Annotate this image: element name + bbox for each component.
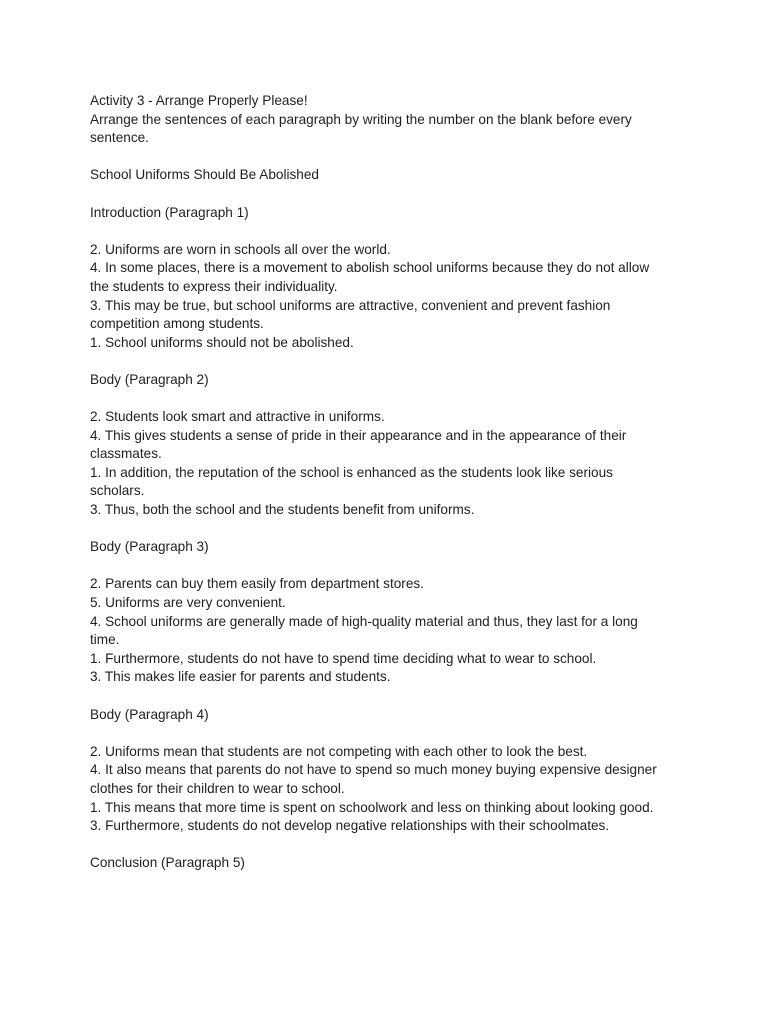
sentence: 1. Furthermore, students do not have to spend time deciding what to wear to school. [90, 650, 597, 666]
sentence: 5. Uniforms are very convenient. [90, 595, 286, 611]
sentence: 1. In addition, the reputation of the school is enhanced as the students look like serious scholars. [90, 464, 613, 499]
activity-title: Activity 3 - Arrange Properly Please! [90, 93, 308, 108]
sentence: 2. Students look smart and attractive in uniforms. [90, 409, 385, 425]
section-heading: Body (Paragraph 3) [90, 539, 209, 555]
sentence: 2. Parents can buy them easily from department stores. [90, 576, 424, 592]
sentence: 3. Furthermore, students do not develop negative relationships with their schoolmates. [90, 818, 610, 834]
essay-title: School Uniforms Should Be Abolished [90, 167, 319, 183]
section-heading: Body (Paragraph 2) [90, 371, 209, 387]
sentence: 3. This may be true, but school uniforms are attractive, convenient and prevent fashion competition among students. [90, 297, 611, 332]
sentence: 1. School uniforms should not be abolished. [90, 334, 354, 350]
sentence: 4. In some places, there is a movement to abolish school uniforms because they do not allow the students to express their individuality. [90, 260, 650, 294]
section-heading: Conclusion (Paragraph 5) [90, 855, 245, 871]
sentence: 2. Uniforms are worn in schools all over the world. [90, 241, 391, 257]
sentence: 1. This means that more time is spent on schoolwork and less on thinking about looking good. [90, 799, 654, 815]
sentence: 3. Thus, both the school and the students benefit from uniforms. [90, 502, 475, 518]
section-heading: Body (Paragraph 4) [90, 706, 209, 722]
sentence: 2. Uniforms mean that students are not competing with each other to look the best. [90, 743, 588, 759]
sentence: 4. It also means that parents do not have to spend so much money buying expensive designer clothes for their children to wear to school. [90, 762, 657, 796]
section-heading: Introduction (Paragraph 1) [90, 204, 249, 220]
sentence: 4. School uniforms are generally made of high-quality material and thus, they last for a long time. [90, 613, 638, 648]
sentence: 3. This makes life easier for parents and students. [90, 669, 391, 685]
activity-instruction: Arrange the sentences of each paragraph by writing the number on the blank before every sentence. [90, 111, 632, 146]
sentence: 4. This gives students a sense of pride in their appearance and in the appearance of their classmates. [90, 427, 627, 462]
document-page [90, 92, 670, 873]
